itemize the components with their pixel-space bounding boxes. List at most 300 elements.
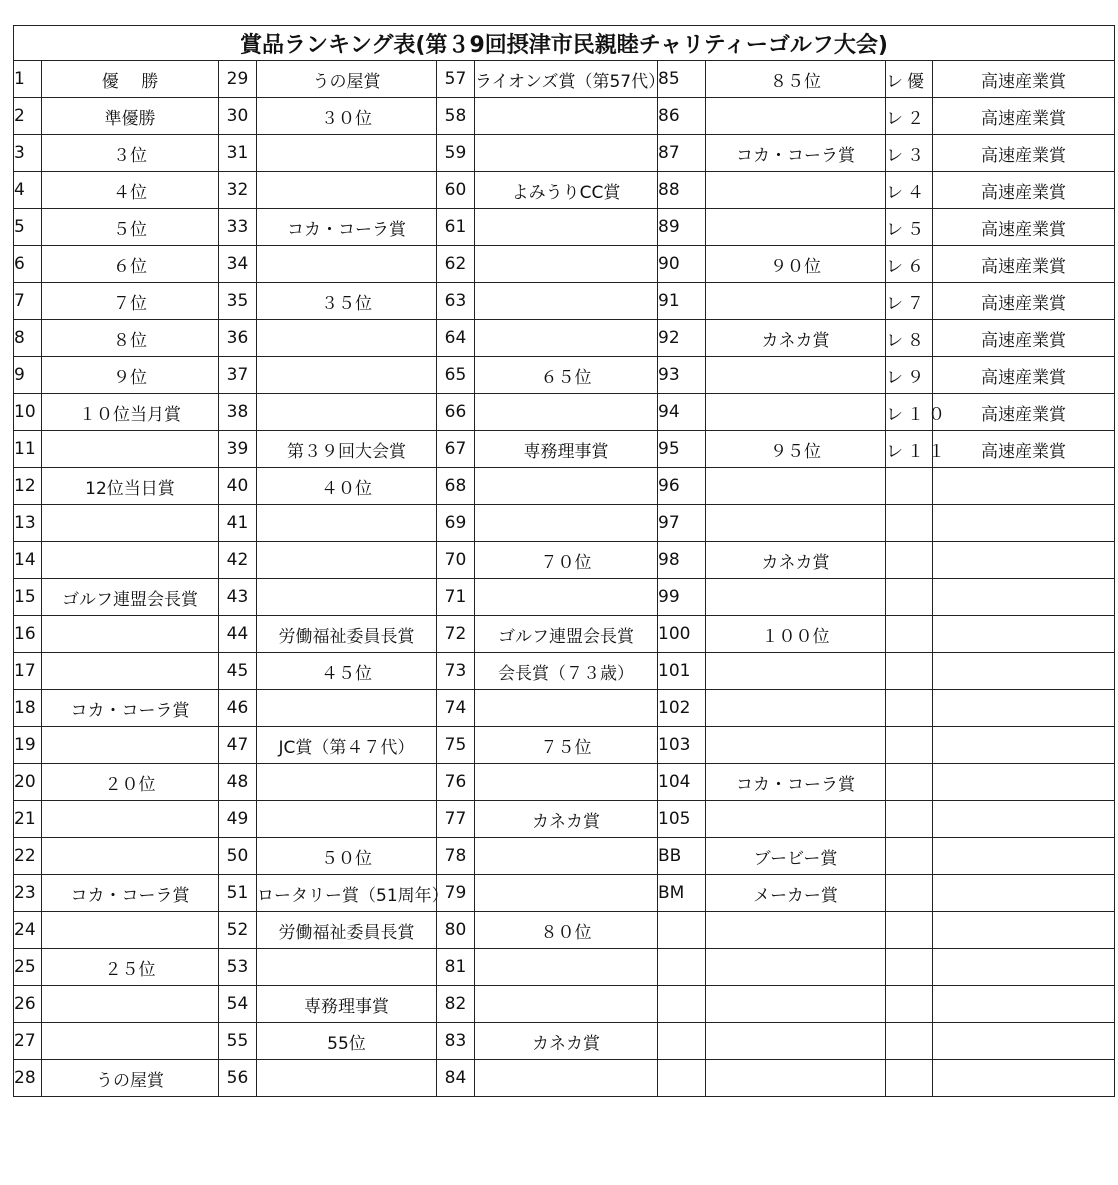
rank-number-col5 (886, 579, 933, 616)
prize-name-col5 (933, 875, 1115, 912)
prize-name-col2 (257, 801, 437, 838)
prize-name-col4 (706, 505, 886, 542)
prize-name-col2: 労働福祉委員長賞 (257, 616, 437, 653)
prize-name-col1: 12位当日賞 (42, 468, 219, 505)
prize-name-col2: 労働福祉委員長賞 (257, 912, 437, 949)
rank-number-col5 (886, 468, 933, 505)
prize-name-col1: ６位 (42, 246, 219, 283)
rank-number-col1: 21 (14, 801, 42, 838)
table-row (14, 283, 1115, 320)
prize-name-col3: ライオンズ賞（第57代） (475, 61, 658, 98)
prize-name-col5: 高速産業賞 (933, 431, 1115, 468)
table-row (14, 875, 1115, 912)
rank-number-col4 (658, 1060, 706, 1097)
prize-name-col2 (257, 357, 437, 394)
table-row (14, 172, 1115, 209)
rank-number-col4: 104 (658, 764, 706, 801)
prize-name-col4: ８５位 (706, 61, 886, 98)
rank-number-col2: 30 (219, 98, 257, 135)
prize-name-col1 (42, 1023, 219, 1060)
rank-number-col1: 13 (14, 505, 42, 542)
prize-name-col2: 55位 (257, 1023, 437, 1060)
prize-name-col2: うの屋賞 (257, 61, 437, 98)
rank-number-col1: 8 (14, 320, 42, 357)
rank-number-col1: 27 (14, 1023, 42, 1060)
prize-name-col4 (706, 690, 886, 727)
prize-name-col4: ９０位 (706, 246, 886, 283)
prize-name-col5 (933, 949, 1115, 986)
rank-number-col3: 62 (437, 246, 475, 283)
rank-number-col4: 94 (658, 394, 706, 431)
rank-number-col4: 96 (658, 468, 706, 505)
rank-number-col4: 100 (658, 616, 706, 653)
prize-name-col5 (933, 505, 1115, 542)
rank-number-col3: 83 (437, 1023, 475, 1060)
rank-number-col5 (886, 727, 933, 764)
rank-number-col5 (886, 690, 933, 727)
rank-number-col2: 34 (219, 246, 257, 283)
prize-name-col1: うの屋賞 (42, 1060, 219, 1097)
rank-number-col5 (886, 764, 933, 801)
rank-number-col2: 32 (219, 172, 257, 209)
prize-name-col1: ３位 (42, 135, 219, 172)
rank-number-col4: BM (658, 875, 706, 912)
rank-number-col3: 67 (437, 431, 475, 468)
prize-name-col3 (475, 690, 658, 727)
prize-name-col1 (42, 838, 219, 875)
prize-name-col3: ゴルフ連盟会長賞 (475, 616, 658, 653)
prize-name-col4 (706, 468, 886, 505)
table-row (14, 579, 1115, 616)
rank-number-col5: レ７ (886, 283, 933, 320)
rank-number-col1: 9 (14, 357, 42, 394)
rank-number-col4: 85 (658, 61, 706, 98)
prize-name-col2: ４０位 (257, 468, 437, 505)
rank-number-col3: 72 (437, 616, 475, 653)
prize-name-col4: コカ・コーラ賞 (706, 764, 886, 801)
prize-name-col3 (475, 949, 658, 986)
rank-number-col5: レ６ (886, 246, 933, 283)
prize-name-col1 (42, 505, 219, 542)
prize-name-col3 (475, 875, 658, 912)
prize-name-col4 (706, 394, 886, 431)
rank-number-col1: 14 (14, 542, 42, 579)
rank-number-col1: 25 (14, 949, 42, 986)
rank-number-col5: レ９ (886, 357, 933, 394)
rank-number-col5: レ１１ (886, 431, 933, 468)
rank-number-col3: 79 (437, 875, 475, 912)
rank-number-col4: 105 (658, 801, 706, 838)
prize-name-col2 (257, 135, 437, 172)
prize-name-col5 (933, 727, 1115, 764)
table-row (14, 135, 1115, 172)
rank-number-col5 (886, 542, 933, 579)
rank-number-col5 (886, 1060, 933, 1097)
prize-name-col4 (706, 801, 886, 838)
rank-number-col5 (886, 912, 933, 949)
prize-name-col5: 高速産業賞 (933, 172, 1115, 209)
prize-name-col1 (42, 912, 219, 949)
table-row (14, 61, 1115, 98)
prize-name-col3 (475, 209, 658, 246)
rank-number-col3: 78 (437, 838, 475, 875)
rank-number-col4: 86 (658, 98, 706, 135)
rank-number-col4: 101 (658, 653, 706, 690)
rank-number-col3: 60 (437, 172, 475, 209)
prize-name-col5 (933, 986, 1115, 1023)
rank-number-col3: 77 (437, 801, 475, 838)
prize-name-col2 (257, 764, 437, 801)
prize-name-col4 (706, 653, 886, 690)
prize-name-col2 (257, 542, 437, 579)
prize-name-col3 (475, 320, 658, 357)
rank-number-col2: 40 (219, 468, 257, 505)
title-row (14, 26, 1115, 61)
prize-name-col1: 準優勝 (42, 98, 219, 135)
prize-name-col4: カネカ賞 (706, 542, 886, 579)
rank-number-col3: 81 (437, 949, 475, 986)
table-row (14, 505, 1115, 542)
rank-number-col4: 88 (658, 172, 706, 209)
table-row (14, 801, 1115, 838)
rank-number-col5 (886, 616, 933, 653)
prize-name-col4: ブービー賞 (706, 838, 886, 875)
prize-name-col5: 高速産業賞 (933, 98, 1115, 135)
table-row (14, 912, 1115, 949)
rank-number-col3: 59 (437, 135, 475, 172)
rank-number-col1: 28 (14, 1060, 42, 1097)
prize-name-col5 (933, 690, 1115, 727)
prize-name-col4: １００位 (706, 616, 886, 653)
page-title: 賞品ランキング表(第３9回摂津市民親睦チャリティーゴルフ大会) (14, 26, 1115, 61)
rank-number-col5 (886, 801, 933, 838)
rank-number-col1: 15 (14, 579, 42, 616)
rank-number-col3: 74 (437, 690, 475, 727)
prize-name-col2 (257, 1060, 437, 1097)
prize-name-col2: ３０位 (257, 98, 437, 135)
rank-number-col2: 47 (219, 727, 257, 764)
table-row (14, 838, 1115, 875)
prize-name-col5 (933, 468, 1115, 505)
prize-name-col4: メーカー賞 (706, 875, 886, 912)
rank-number-col3: 73 (437, 653, 475, 690)
rank-number-col2: 54 (219, 986, 257, 1023)
rank-number-col3: 68 (437, 468, 475, 505)
prize-name-col2 (257, 394, 437, 431)
rank-number-col2: 50 (219, 838, 257, 875)
prize-name-col5 (933, 1023, 1115, 1060)
prize-name-col5: 高速産業賞 (933, 394, 1115, 431)
prize-name-col1: コカ・コーラ賞 (42, 875, 219, 912)
prize-name-col1 (42, 542, 219, 579)
prize-name-col4 (706, 727, 886, 764)
table-row (14, 764, 1115, 801)
prize-name-col3 (475, 764, 658, 801)
prize-name-col5 (933, 1060, 1115, 1097)
rank-number-col1: 1 (14, 61, 42, 98)
rank-number-col3: 58 (437, 98, 475, 135)
prize-name-col3 (475, 579, 658, 616)
prize-ranking-table (13, 25, 1115, 1097)
prize-name-col1: ９位 (42, 357, 219, 394)
rank-number-col2: 49 (219, 801, 257, 838)
prize-name-col3: カネカ賞 (475, 1023, 658, 1060)
rank-number-col5 (886, 838, 933, 875)
rank-number-col1: 11 (14, 431, 42, 468)
prize-name-col1: ５位 (42, 209, 219, 246)
prize-name-col3 (475, 838, 658, 875)
prize-name-col2: コカ・コーラ賞 (257, 209, 437, 246)
prize-name-col3 (475, 986, 658, 1023)
rank-number-col3: 61 (437, 209, 475, 246)
prize-name-col4: コカ・コーラ賞 (706, 135, 886, 172)
rank-number-col2: 39 (219, 431, 257, 468)
prize-name-col2 (257, 690, 437, 727)
rank-number-col3: 66 (437, 394, 475, 431)
rank-number-col1: 24 (14, 912, 42, 949)
rank-number-col3: 69 (437, 505, 475, 542)
prize-name-col5 (933, 912, 1115, 949)
prize-name-col4 (706, 579, 886, 616)
prize-name-col1: ２５位 (42, 949, 219, 986)
rank-number-col1: 17 (14, 653, 42, 690)
prize-name-col4 (706, 98, 886, 135)
rank-number-col2: 31 (219, 135, 257, 172)
rank-number-col1: 26 (14, 986, 42, 1023)
rank-number-col2: 46 (219, 690, 257, 727)
prize-name-col1: ８位 (42, 320, 219, 357)
prize-name-col1: ４位 (42, 172, 219, 209)
prize-name-col4 (706, 172, 886, 209)
rank-number-col2: 37 (219, 357, 257, 394)
prize-name-col5: 高速産業賞 (933, 320, 1115, 357)
prize-name-col1: コカ・コーラ賞 (42, 690, 219, 727)
rank-number-col1: 16 (14, 616, 42, 653)
rank-number-col1: 6 (14, 246, 42, 283)
rank-number-col5 (886, 505, 933, 542)
rank-number-col1: 4 (14, 172, 42, 209)
prize-name-col5 (933, 579, 1115, 616)
prize-name-col2: ４５位 (257, 653, 437, 690)
rank-number-col5: レ１０ (886, 394, 933, 431)
rank-number-col3: 84 (437, 1060, 475, 1097)
table-row (14, 653, 1115, 690)
prize-name-col3 (475, 505, 658, 542)
prize-name-col4 (706, 1023, 886, 1060)
prize-name-col4 (706, 1060, 886, 1097)
table-row (14, 209, 1115, 246)
rank-number-col4: 93 (658, 357, 706, 394)
table-row (14, 98, 1115, 135)
prize-name-col3: 専務理事賞 (475, 431, 658, 468)
rank-number-col2: 44 (219, 616, 257, 653)
rank-number-col4: 98 (658, 542, 706, 579)
table-row (14, 320, 1115, 357)
prize-name-col1: ７位 (42, 283, 219, 320)
prize-name-col3: ８０位 (475, 912, 658, 949)
rank-number-col5 (886, 875, 933, 912)
table-row (14, 690, 1115, 727)
rank-number-col4 (658, 1023, 706, 1060)
prize-name-col5: 高速産業賞 (933, 246, 1115, 283)
rank-number-col4: 103 (658, 727, 706, 764)
prize-name-col2 (257, 320, 437, 357)
rank-number-col3: 75 (437, 727, 475, 764)
prize-name-col2: 第３９回大会賞 (257, 431, 437, 468)
rank-number-col1: 3 (14, 135, 42, 172)
prize-name-col3: ７５位 (475, 727, 658, 764)
prize-name-col2: ロータリー賞（51周年） (257, 875, 437, 912)
rank-number-col5: レ優 (886, 61, 933, 98)
rank-number-col3: 82 (437, 986, 475, 1023)
rank-number-col4 (658, 986, 706, 1023)
rank-number-col2: 35 (219, 283, 257, 320)
rank-number-col3: 80 (437, 912, 475, 949)
prize-name-col3: 会長賞（７３歳） (475, 653, 658, 690)
prize-name-col2 (257, 505, 437, 542)
prize-name-col2: 専務理事賞 (257, 986, 437, 1023)
rank-number-col5: レ３ (886, 135, 933, 172)
rank-number-col4: 102 (658, 690, 706, 727)
prize-name-col1: １０位当月賞 (42, 394, 219, 431)
prize-name-col2 (257, 579, 437, 616)
rank-number-col2: 43 (219, 579, 257, 616)
prize-name-col1 (42, 801, 219, 838)
prize-name-col5: 高速産業賞 (933, 283, 1115, 320)
prize-name-col3: ６５位 (475, 357, 658, 394)
prize-name-col4 (706, 986, 886, 1023)
prize-name-col5: 高速産業賞 (933, 357, 1115, 394)
rank-number-col2: 42 (219, 542, 257, 579)
rank-number-col1: 10 (14, 394, 42, 431)
rank-number-col4: 87 (658, 135, 706, 172)
rank-number-col2: 51 (219, 875, 257, 912)
rank-number-col3: 70 (437, 542, 475, 579)
rank-number-col2: 45 (219, 653, 257, 690)
prize-name-col1 (42, 727, 219, 764)
rank-number-col3: 71 (437, 579, 475, 616)
prize-name-col4: ９５位 (706, 431, 886, 468)
rank-number-col2: 56 (219, 1060, 257, 1097)
prize-name-col4 (706, 283, 886, 320)
rank-number-col5: レ５ (886, 209, 933, 246)
prize-name-col5 (933, 542, 1115, 579)
rank-number-col3: 76 (437, 764, 475, 801)
rank-number-col2: 48 (219, 764, 257, 801)
rank-number-col2: 29 (219, 61, 257, 98)
prize-name-col5: 高速産業賞 (933, 209, 1115, 246)
rank-number-col1: 5 (14, 209, 42, 246)
prize-name-col5: 高速産業賞 (933, 61, 1115, 98)
rank-number-col3: 57 (437, 61, 475, 98)
rank-number-col3: 65 (437, 357, 475, 394)
rank-number-col2: 33 (219, 209, 257, 246)
table-row (14, 727, 1115, 764)
prize-name-col1: 優 勝 (42, 61, 219, 98)
rank-number-col4: 92 (658, 320, 706, 357)
prize-name-col2 (257, 949, 437, 986)
rank-number-col5: レ４ (886, 172, 933, 209)
prize-name-col5 (933, 653, 1115, 690)
rank-number-col1: 7 (14, 283, 42, 320)
prize-name-col5 (933, 764, 1115, 801)
rank-number-col2: 52 (219, 912, 257, 949)
rank-number-col1: 18 (14, 690, 42, 727)
prize-name-col5 (933, 838, 1115, 875)
rank-number-col5 (886, 1023, 933, 1060)
prize-name-col1 (42, 431, 219, 468)
table-row (14, 357, 1115, 394)
rank-number-col2: 38 (219, 394, 257, 431)
rank-number-col5 (886, 949, 933, 986)
prize-name-col4 (706, 912, 886, 949)
prize-name-col3 (475, 1060, 658, 1097)
table-row (14, 1023, 1115, 1060)
prize-name-col1: ２０位 (42, 764, 219, 801)
prize-name-col2 (257, 172, 437, 209)
prize-name-col4 (706, 949, 886, 986)
rank-number-col4: 90 (658, 246, 706, 283)
rank-number-col2: 36 (219, 320, 257, 357)
rank-number-col4: 99 (658, 579, 706, 616)
rank-number-col4: 97 (658, 505, 706, 542)
prize-name-col2: ３５位 (257, 283, 437, 320)
prize-name-col5 (933, 616, 1115, 653)
table-row (14, 542, 1115, 579)
table-row (14, 431, 1115, 468)
table-row (14, 616, 1115, 653)
prize-name-col5 (933, 801, 1115, 838)
prize-name-col4 (706, 357, 886, 394)
rank-number-col1: 22 (14, 838, 42, 875)
prize-name-col1 (42, 986, 219, 1023)
rank-number-col2: 55 (219, 1023, 257, 1060)
rank-number-col3: 64 (437, 320, 475, 357)
prize-name-col3 (475, 135, 658, 172)
prize-name-col5: 高速産業賞 (933, 135, 1115, 172)
rank-number-col1: 20 (14, 764, 42, 801)
rank-number-col4: BB (658, 838, 706, 875)
rank-number-col1: 19 (14, 727, 42, 764)
prize-name-col3 (475, 98, 658, 135)
prize-name-col3: ７０位 (475, 542, 658, 579)
prize-name-col4: カネカ賞 (706, 320, 886, 357)
rank-number-col5: レ２ (886, 98, 933, 135)
rank-number-col5: レ８ (886, 320, 933, 357)
rank-number-col1: 12 (14, 468, 42, 505)
prize-name-col3: よみうりCC賞 (475, 172, 658, 209)
rank-number-col1: 23 (14, 875, 42, 912)
prize-name-col4 (706, 209, 886, 246)
prize-name-col3: カネカ賞 (475, 801, 658, 838)
rank-number-col2: 53 (219, 949, 257, 986)
rank-number-col4 (658, 949, 706, 986)
prize-name-col3 (475, 394, 658, 431)
table-row (14, 468, 1115, 505)
rank-number-col3: 63 (437, 283, 475, 320)
rank-number-col4: 95 (658, 431, 706, 468)
table-row (14, 246, 1115, 283)
prize-name-col3 (475, 246, 658, 283)
prize-name-col1 (42, 653, 219, 690)
rank-number-col4 (658, 912, 706, 949)
rank-number-col5 (886, 653, 933, 690)
rank-number-col5 (886, 986, 933, 1023)
table-row (14, 949, 1115, 986)
prize-name-col2 (257, 246, 437, 283)
prize-name-col1 (42, 616, 219, 653)
rank-number-col1: 2 (14, 98, 42, 135)
